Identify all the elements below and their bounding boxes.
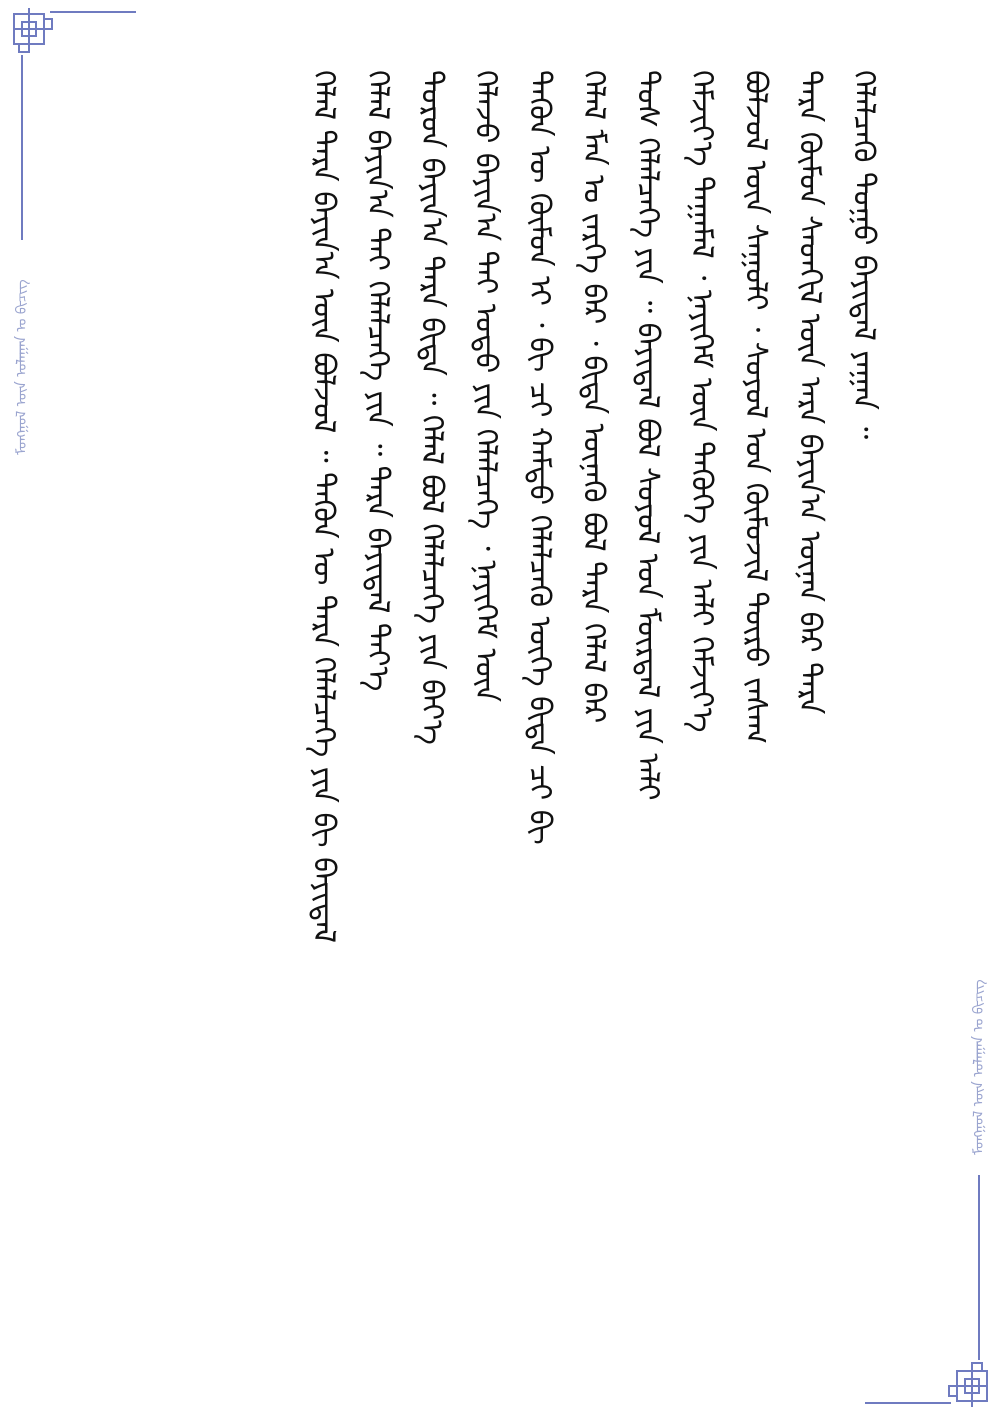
text-line: ᠬᠡᠯᠡᠵᠦ ᠪᠠᠶᠢᠨ᠎ᠠ ᠲᠠᠢ ᠣᠳᠣ ᠶᠢᠨ ᠬᠡᠯᠡᠯᠴᠡᠭᠡ ᠂ ᠨᠡᠶᠢᠭᠡᠮ ᠦᠨ xyxy=(468,70,503,703)
text-line: ᠬᠡᠮᠵᠢᠶ᠎ᠡ ᠲᠠᠭᠠᠮᠠᠯ ᠂ ᠨᠡᠶᠢᠭᠡᠮ ᠦᠨ ᠲᠡᠭᠦᠬᠡ ᠶᠢᠨ ᠠᠯᠢ ᠬᠡᠮᠵᠢᠶ᠎ᠡ xyxy=(684,70,719,733)
text-line: ᠬᠡᠯᠡᠯ ᠮᠠᠨ ᠤ ᠵᠡᠷᠭᠡ ᠪᠠᠷ ᠂ ᠪᠢᠳᠡ ᠦᠨᠡᠬᠦ ᠪᠣᠯ ᠲᠡᠷᠡ ᠬᠡᠯᠡᠯ ᠪᠡᠷ xyxy=(576,70,611,724)
running-header-left: ᠮᠣᠩᠭᠣᠯ ᠦᠨ ᠤᠯᠠᠭᠠᠨ ᠤ ᠪᠢᠴᠢᠭ xyxy=(14,279,30,455)
body-text xyxy=(55,70,890,1140)
text-line: ᠲᠡᠷᠡ ᠬᠦᠮᠦᠨ ᠰᠡᠳᠬᠢᠯ ᠦᠨ ᠠᠷᠠ ᠪᠠᠶᠢᠨ᠎ᠠ ᠦᠨᠡᠨ ᠪᠡᠷ ᠲᠡᠷᠡ xyxy=(792,70,827,715)
text-line: ᠬᠡᠯᠡᠯᠴᠡᠭᠦ ᠳᠤᠭᠤ ᠪᠠᠶᠢᠳᠠᠯ ᠶᠠᠭᠠᠨ ᠃ xyxy=(846,70,881,440)
text-line: ᠬᠡᠯᠡᠯ ᠪᠠᠶᠢᠨ᠎ᠠ ᠲᠠᠢ ᠬᠡᠯᠡᠯᠴᠡᠭᠡ ᠶᠢᠨ ᠃ ᠲᠡᠷᠡ ᠪᠠᠶᠢᠳᠠᠯ ᠲᠡᠶ᠎ᠡ xyxy=(360,70,395,692)
text-line: ᠲᠡᠭᠦᠨ ᠦ ᠬᠦᠮᠦᠨ ᠢ ᠂ ᠪᠢ ᠴᠢ ᠬᠠᠮᠲᠤ ᠬᠡᠯᠡᠯᠴᠡᠬᠦ ᠦᠭᠡ ᠪᠢᠳᠡ ᠴᠢ ᠪᠢ xyxy=(522,70,557,845)
text-line: ᠲᠤᠰ ᠬᠡᠯᠡᠯᠴᠡᠭᠡ ᠶᠢᠨ ᠃ ᠪᠠᠶᠢᠳᠠᠯ ᠪᠣᠯ ᠰᠣᠶᠣᠯ ᠤᠨ ᠮᠥᠷᠳᠡᠯ ᠶᠢᠨ ᠠᠯᠢ xyxy=(630,70,665,801)
running-header-right: ᠮᠣᠩᠭᠣᠯ ᠦᠨ ᠤᠯᠠᠭᠠᠨ ᠤ ᠪᠢᠴᠢᠭ xyxy=(971,979,987,1155)
text-line: ᠬᠡᠯᠡᠯ ᠲᠡᠷᠡ ᠪᠠᠶᠢᠨ᠎ᠠ ᠦᠨ ᠪᠣᠯᠵᠣᠯ ᠃ ᠲᠡᠭᠦᠨ ᠦ ᠲᠡᠷᠡ ᠬᠡᠯᠡᠯᠴᠡᠭᠡ ᠶᠢᠨ ᠪᠢ ᠪᠠᠶᠢᠳᠠᠯ xyxy=(306,70,341,944)
text-line: ᠪᠣᠯᠵᠣᠯ ᠦᠨ ᠰᠠᠭᠤᠯᠢ ᠂ ᠰᠣᠶᠣᠯ ᠤᠨ ᠬᠦᠮᠦᠵᠢᠯ ᠲᠦᠷᠦ ᠵᠠᠰᠠᠭ xyxy=(738,70,773,745)
corner-ornament-bottom-right xyxy=(861,1170,1001,1415)
text-line: ᠳᠣᠷᠤᠨ ᠪᠠᠶᠢᠨ᠎ᠠ ᠲᠡᠷᠡ ᠪᠢᠳᠡ ᠃ ᠬᠡᠯᠡᠯ ᠪᠣᠯ ᠬᠡᠯᠡᠯᠴᠡᠭᠡ ᠶᠢᠨ ᠪᠡᠶ᠎ᠡ xyxy=(414,70,449,745)
